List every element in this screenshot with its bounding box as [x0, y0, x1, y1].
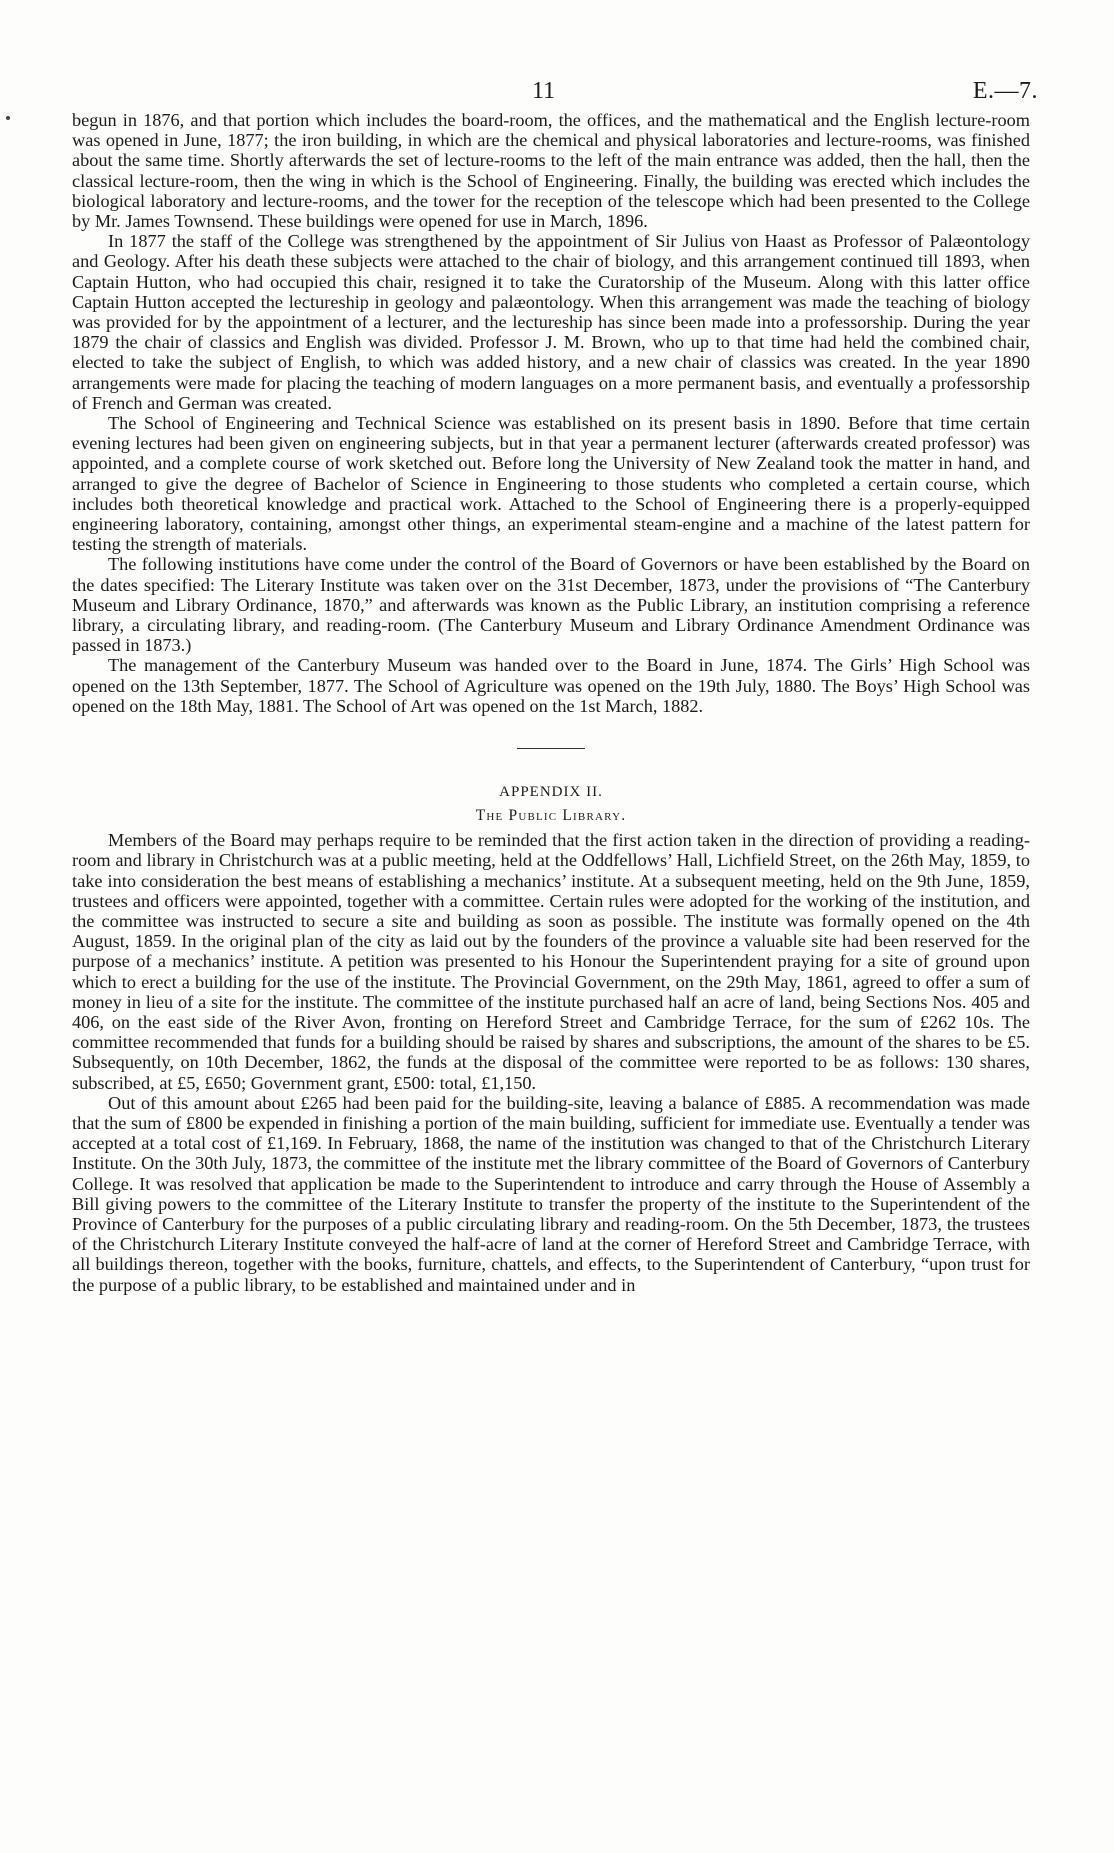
appendix-heading: APPENDIX II. [499, 784, 603, 801]
document-reference: E.—7. [972, 78, 1038, 104]
paragraph: The School of Engineering and Technical Science was established on its present basis in 1890. Before that time certain evening lectures had been given on engineering subjects, but in that year a permanent lecturer (afterwards created professor) was appointed, and a complete course of work sketched out. Before long the University of New Zealand took the matter in hand, and arranged to give the degree of Bachelor of Science in Engineering to those students who completed a certain course, which includes both theoretical knowledge and practical work. Attached to the School of Engineering there is a properly-equipped engineering laboratory, containing, amongst other things, an experimental steam-engine and a machine of the latest pattern for testing the strength of materials. [72, 413, 1030, 555]
section-college-history [72, 110, 1030, 716]
page-header [72, 78, 1038, 110]
document-page [72, 78, 1038, 1295]
section-divider [517, 748, 585, 749]
paragraph: The management of the Canterbury Museum was handed over to the Board in June, 1874. The Girls’ High School was opened on the 13th September, 1877. The School of Agriculture was opened on the 19th July, 1880. The Boys’ High School was opened on the 18th May, 1881. The School of Art was opened on the 1st March, 1882. [72, 655, 1030, 716]
paragraph: The following institutions have come under the control of the Board of Governors or have been established by the Board on the dates specified: The Literary Institute was taken over on the 31st December, 1873, under the provisions of “The Canterbury Museum and Library Ordinance, 1870,” and afterwards was known as the Public Library, an institution comprising a reference library, a circulating library, and reading-room. (The Canterbury Museum and Library Ordinance Amendment Ordinance was passed in 1873.) [72, 554, 1030, 656]
section-public-library [72, 830, 1030, 1295]
paragraph: In 1877 the staff of the College was strengthened by the appointment of Sir Julius von Haast as Professor of Palæontology and Geology. After his death these subjects were attached to the chair of biology, and this arrangement continued till 1893, when Captain Hutton, who had occupied this chair, resigned it to take the Curatorship of the Museum. Along with this latter office Captain Hutton accepted the lectureship in geology and palæontology. When this arrangement was made the teaching of biology was provided for by the appointment of a lecturer, and the lectureship has since been made into a professorship. During the year 1879 the chair of classics and English was divided. Professor J. M. Brown, who up to that time had held the combined chair, elected to take the subject of English, to which was added history, and a new chair of classics was created. In the year 1890 arrangements were made for placing the teaching of modern languages on a more permanent basis, and eventually a professorship of French and German was created. [72, 231, 1030, 413]
paragraph: Out of this amount about £265 had been paid for the building-site, leaving a balance of £885. A recommendation was made that the sum of £800 be expended in finishing a portion of the main building, sufficient for immediate use. Eventually a tender was accepted at a total cost of £1,169. In February, 1868, the name of the institution was changed to that of the Christchurch Literary Institute. On the 30th July, 1873, the committee of the institute met the library committee of the Board of Governors of Canterbury College. It was resolved that application be made to the Superintendent to introduce and carry through the House of Assembly a Bill giving powers to the committee of the Literary Institute to transfer the property of the institute to the Superintendent of the Province of Canterbury for the purposes of a public circulating library and reading-room. On the 5th December, 1873, the trustees of the Christchurch Literary Institute conveyed the half-acre of land at the corner of Hereford Street and Cambridge Terrace, with all buildings thereon, together with the books, furniture, chattels, and effects, to the Superintendent of Canterbury, “upon trust for the purpose of a public library, to be established and maintained under and in [72, 1092, 1030, 1295]
paragraph: begun in 1876, and that portion which includes the board-room, the offices, and the mathematical and the English lecture-room was opened in June, 1877; the iron building, in which are the chemical and physical laboratories and lecture-rooms, was finished about the same time. Shortly afterwards the set of lecture-rooms to the left of the main entrance was added, then the hall, then the classical lecture-room, then the wing in which is the School of Engineering. Finally, the building was erected which includes the biological laboratory and lecture-rooms, and the tower for the reception of the telescope which had been presented to the College by Mr. James Townsend. These buildings were opened for use in March, 1896. [72, 110, 1030, 232]
appendix-title: The Public Library. [475, 807, 627, 825]
page-number: 11 [532, 78, 556, 104]
margin-mark [6, 116, 10, 120]
paragraph: Members of the Board may perhaps require to be reminded that the first action taken in the direction of providing a reading-room and library in Christchurch was at a public meeting, held at the Oddfellows’ Hall, Lichfield Street, on the 26th May, 1859, to take into consideration the best means of establishing a mechanics’ institute. At a subsequent meeting, held on the 9th June, 1859, trustees and officers were appointed, together with a committee. Certain rules were adopted for the working of the institution, and the committee was instructed to secure a site and building as soon as possible. The institute was formally opened on the 4th August, 1859. In the original plan of the city as laid out by the founders of the province a valuable site had been reserved for the purpose of a mechanics’ institute. A petition was presented to his Honour the Superintendent praying for a site of ground upon which to erect a building for the use of the institute. The Provincial Government, on the 29th May, 1861, agreed to offer a sum of money in lieu of a site for the institute. The committee of the institute purchased half an acre of land, being Sections Nos. 405 and 406, on the east side of the River Avon, fronting on Hereford Street and Cambridge Terrace, for the sum of £262 10s. The committee recommended that funds for a building should be raised by shares and subscriptions, the amount of the shares to be £5. Subsequently, on 10th December, 1862, the funds at the disposal of the committee were reported to be as follows: 130 shares, subscribed, at £5, £650; Government grant, £500: total, £1,150. [72, 830, 1030, 1093]
